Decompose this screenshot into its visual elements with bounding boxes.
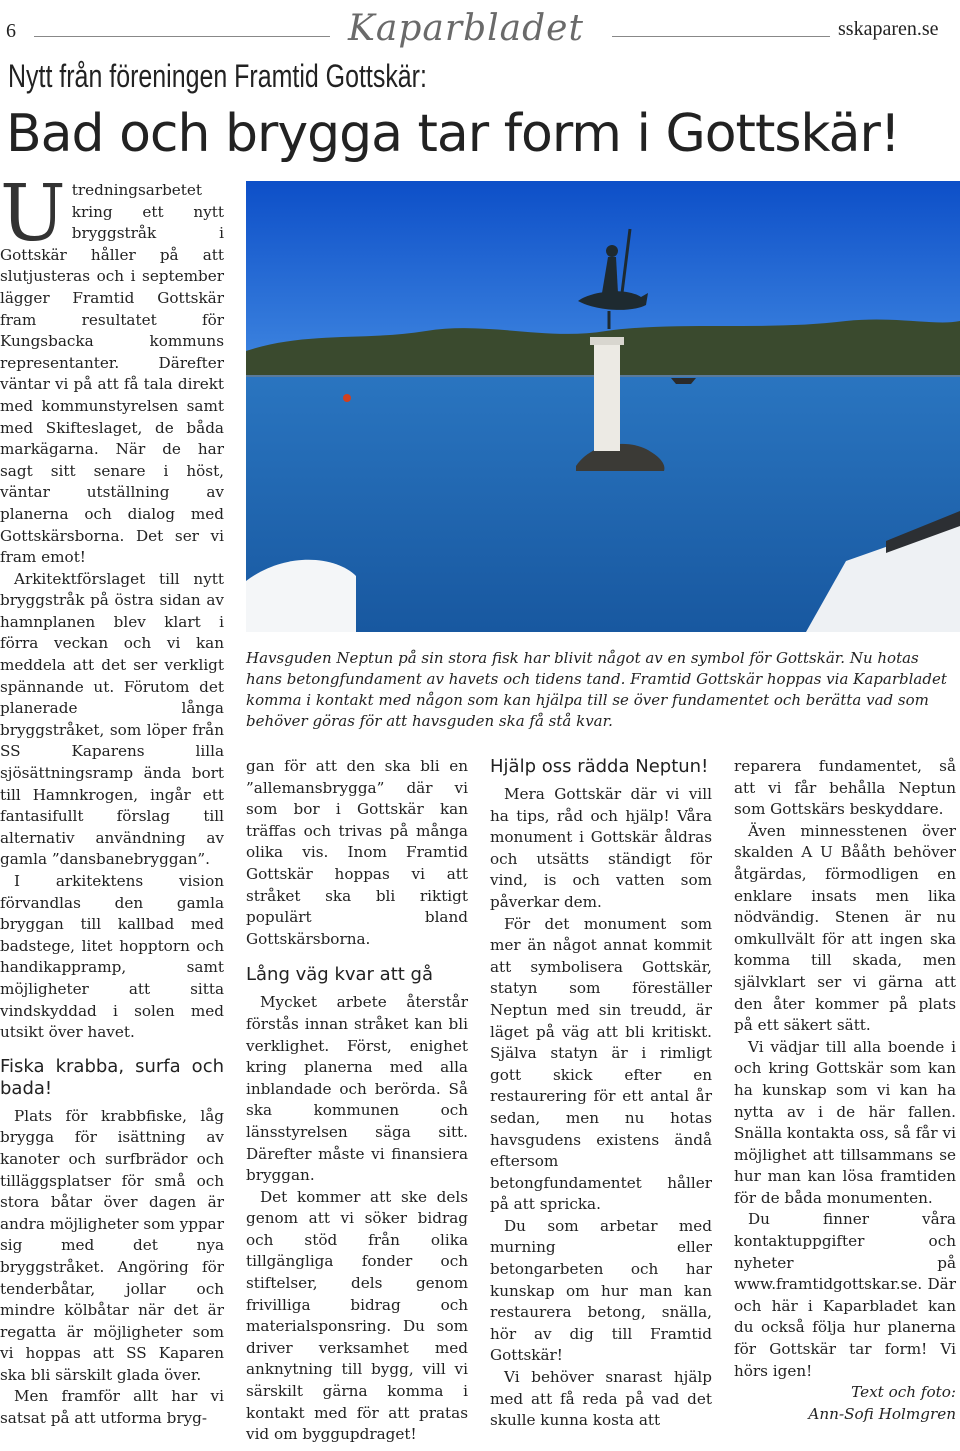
paragraph: Plats för krabbfiske, låg brygga för isättning av kanoter och surfbrädor och tilläggsplatser för små och stora båtar över dagen är andra möjligheter som yppar sig med det nya bryggstråket. Angöring för tenderbåtar, jollar och mindre kölbåtar när det är regatta är möjligheter som vi hoppas att SS Kaparen ska bli särskilt glada över. <box>0 1106 224 1384</box>
paragraph: Du finner våra kontaktuppgifter och nyheter på www.framtidgottskar.se. Där och här i Kaparbladet kan du också följa hur planerna för Gottskär tar form! Vi hörs igen! <box>734 1210 956 1380</box>
paragraph: Det kommer att ske dels genom att vi söker bidrag och stöd från olika tillgängliga fonder och stiftelser, dels genom frivilliga bidrag och materialsponsring. Du som driver verksamhet med anknytning till bygg, vill vi särskilt gärna komma i kontakt med för att pratas vid om byggupdraget! <box>246 1187 468 1444</box>
paragraph: Vi behöver snarast hjälp med att få reda på vad det skulle kunna kosta att <box>490 1368 712 1430</box>
paragraph: Mycket arbete återstår förstås innan stråket kan bli verklighet. Först, enighet kring planerna med alla inblandade och berörda. Så ska kommunen och länsstyrelsen säga sitt. Därefter måste vi finansiera bryggan. <box>246 993 468 1185</box>
column-2 <box>246 756 468 1446</box>
column-4 <box>734 756 956 1425</box>
paragraph: Vi vädjar till alla boende i och kring Gottskär som kan ha kunskap som vi kan ha nytta av i de här fallen. Snälla kontakta oss, så får vi möjlighet att tillsammans se hur man kan lösa framtiden för de båda monumenten. <box>734 1037 956 1207</box>
paragraph: För det monument som mer än något annat kommit att symbolisera Gottskär, statyn som föreställer Neptun med sin treudd, är läget på väg att bli kritiskt. Själva statyn är i rimligt gott skick efter en restaurering för ett antal år sedan, men nu hotas havsgudens existens ändå eftersom betongfundamentet håller på att spricka. <box>490 914 712 1214</box>
author-name: Ann-Sofi Holmgren <box>808 1404 956 1423</box>
intro-text: tredningsarbetet kring ett nytt bryggstråk i Gottskär håller på att slutjusteras och i september lägger Framtid Gottskär fram resultatet för Kungsbacka kommuns representanter. Därefter väntar vi på att få tala direkt med kommunstyrelsen samt med Skifteslaget, de båda markägarna. När de har sagt sitt senare i höst, väntar utställning av planerna och dialog med Gottskärsborna. Det ser vi fram emot! <box>0 181 224 567</box>
publication-logo: Kaparbladet <box>348 8 584 49</box>
paragraph: Även minnesstenen över skalden A U Bååth behöver åtgärdas, förmodligen en enklare insats men lika nödvändig. Stenen är nu omkullvält för att ingen ska komma till skada, men självklart ser vi gärna att den åter kommer på plats på ett säkert sätt. <box>734 821 956 1035</box>
photo-caption: Havsguden Neptun på sin stora fisk har blivit något av en symbol för Gottskär. Nu hotas hans betongfundament av havets och tidens tand. Framtid Gottskär hoppas via Kaparbladet komma i kontakt med någon som kan hjälpa till se över fundamentet och berätta vad som behöver göras för att havsguden ska få stå kvar. <box>246 649 947 730</box>
subheading: Fiska krabba, surfa och bada! <box>0 1055 224 1099</box>
photo-credit-label: Text och foto: <box>851 1383 956 1402</box>
neptune-statue-photo <box>246 181 960 632</box>
photo-illustration <box>246 181 960 632</box>
subheading: Hjälp oss rädda Neptun! <box>490 756 709 777</box>
header-rule-left <box>34 36 330 37</box>
subheading: Lång väg kvar att gå <box>246 964 433 986</box>
intro-paragraph <box>0 169 224 569</box>
paragraph: Du som arbetar med murning eller betongarbeten och har kunskap om hur man kan restaurera betong, snälla, hör av dig till Framtid Gottskär! <box>490 1216 712 1365</box>
paragraph: Arkitektförslaget till nytt bryggstråk på östra sidan av hamnplanen blev klart i förra veckan och vi kan meddela att det ser verkligt spännande ut. Förutom det planerade långa bryggstråket, som löper från SS Kaparens lilla sjösättningsramp ända bort till Hamnkrogen, ingår ett fantasifullt förslag till alternativ användning av gamla ”dansbanebryggan”. <box>0 569 224 869</box>
article-kicker: Nytt från föreningen Framtid Gottskär: <box>8 58 427 94</box>
column-1 <box>0 169 224 1430</box>
paragraph: I arkitektens vision förvandlas den gamla bryggan till kallbad med badstege, litet hopptorn och handikappramp, samt möjligheter att sitta vindskyddad i solen med utsikt över havet. <box>0 872 224 1042</box>
paragraph: reparera fundamentet, så att vi får behålla Neptun som Gottskärs beskyddare. <box>734 757 956 819</box>
paragraph: Men framför allt har vi satsat på att utforma bryg- <box>0 1387 224 1428</box>
header-rule-right <box>612 36 830 37</box>
paragraph: Mera Gottskär där vi vill ha tips, råd och hjälp! Våra monument i Gottskär åldras och utsätts ständigt för vind, is och vatten som påverkar dem. <box>490 785 712 911</box>
website-link[interactable]: sskaparen.se <box>838 18 939 40</box>
page-number: 6 <box>6 20 16 42</box>
column-3 <box>490 756 712 1432</box>
article-headline: Bad och brygga tar form i Gottskär! <box>6 104 900 164</box>
drop-cap: U <box>0 169 66 259</box>
paragraph: gan för att den ska bli en ”allemansbrygga” där vi som bor i Gottskär kan träffas och trivas på många olika vis. Inom Framtid Gottskär hoppas vi att stråket ska bli riktigt populärt bland Gottskärsborna. <box>246 757 468 948</box>
